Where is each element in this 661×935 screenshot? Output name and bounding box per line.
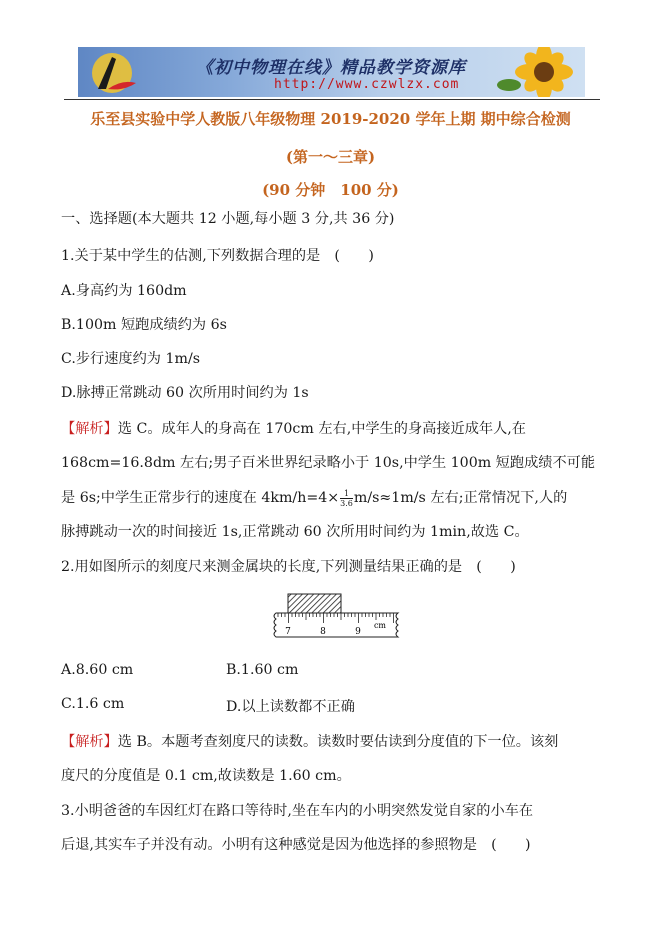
- time-score: (90 分钟 100 分): [262, 181, 399, 199]
- q3-stem-line-2: 后退,其实车子并没有动。小明有这种感觉是因为他选择的参照物是 ( ): [61, 837, 531, 853]
- analysis-tag: 【解析】: [61, 421, 118, 437]
- ruler-label-7: 7: [285, 627, 291, 637]
- document-title: 乐至县实验中学人教版八年级物理 2019-2020 学年上期 期中综合检测: [90, 110, 571, 128]
- metal-block: [288, 594, 341, 613]
- q2-analysis-line-1: 【解析】选 B。本题考查刻度尺的读数。读数时要估读到分度值的下一位。该刻: [61, 734, 559, 750]
- q2-stem: 2.用如图所示的刻度尺来测金属块的长度,下列测量结果正确的是 ( ): [61, 559, 516, 575]
- q1-analysis-line-1: 【解析】选 C。成年人的身高在 170cm 左右,中学生的身高接近成年人,在: [61, 421, 526, 437]
- q1-option-c: C.步行速度约为 1m/s: [61, 351, 201, 367]
- q1-analysis-line-4: 脉搏跳动一次的时间接近 1s,正常跳动 60 次所用时间约为 1min,故选 C。: [61, 524, 529, 540]
- q1-analysis-line-3: 是 6s;中学生正常步行的速度在 4km/h=4× $\frac{1}{3.6}$ m/s≈1m/s 左右;正常情况下,人的: [61, 488, 568, 508]
- ruler-label-9: 9: [355, 627, 361, 637]
- fraction: $\frac{1}{3.6}$: [340, 488, 353, 508]
- banner-url: http://www.czwlzx.com: [274, 77, 460, 92]
- banner-title: 《初中物理在线》精品教学资源库: [196, 58, 466, 78]
- ruler-unit: cm: [373, 621, 387, 630]
- q3-stem-line-1: 3.小明爸爸的车因红灯在路口等待时,坐在车内的小明突然发觉自家的小车在: [61, 803, 534, 819]
- header-banner: [78, 47, 585, 97]
- q2-option-a: A.8.60 cm: [61, 662, 134, 678]
- q2-option-c: C.1.6 cm: [61, 696, 125, 712]
- ruler-label-8: 8: [320, 627, 326, 637]
- sunflower-icon: [489, 47, 579, 97]
- q2-option-b: B.1.60 cm: [226, 662, 299, 678]
- ruler-figure: [270, 592, 405, 644]
- q2-analysis-line-2: 度尺的分度值是 0.1 cm,故读数是 1.60 cm。: [61, 768, 351, 784]
- q1-option-d: D.脉搏正常跳动 60 次所用时间约为 1s: [61, 385, 309, 401]
- q1-option-b: B.100m 短跑成绩约为 6s: [61, 317, 227, 333]
- header-rule: [64, 99, 600, 100]
- chapter-range: (第一～三章): [285, 148, 376, 166]
- analysis-tag: 【解析】: [61, 734, 118, 750]
- q1-analysis-line-2: 168cm=16.8dm 左右;男子百米世界纪录略小于 10s,中学生 100m 短跑成绩不可能: [61, 455, 596, 471]
- q2-option-d: D.以上读数都不正确: [226, 699, 355, 715]
- q1-stem: 1.关于某中学生的估测,下列数据合理的是 ( ): [61, 248, 374, 264]
- logo-icon: [82, 49, 142, 95]
- q1-option-a: A.身高约为 160dm: [61, 283, 187, 299]
- section-heading: 一、选择题(本大题共 12 小题,每小题 3 分,共 36 分): [61, 211, 395, 227]
